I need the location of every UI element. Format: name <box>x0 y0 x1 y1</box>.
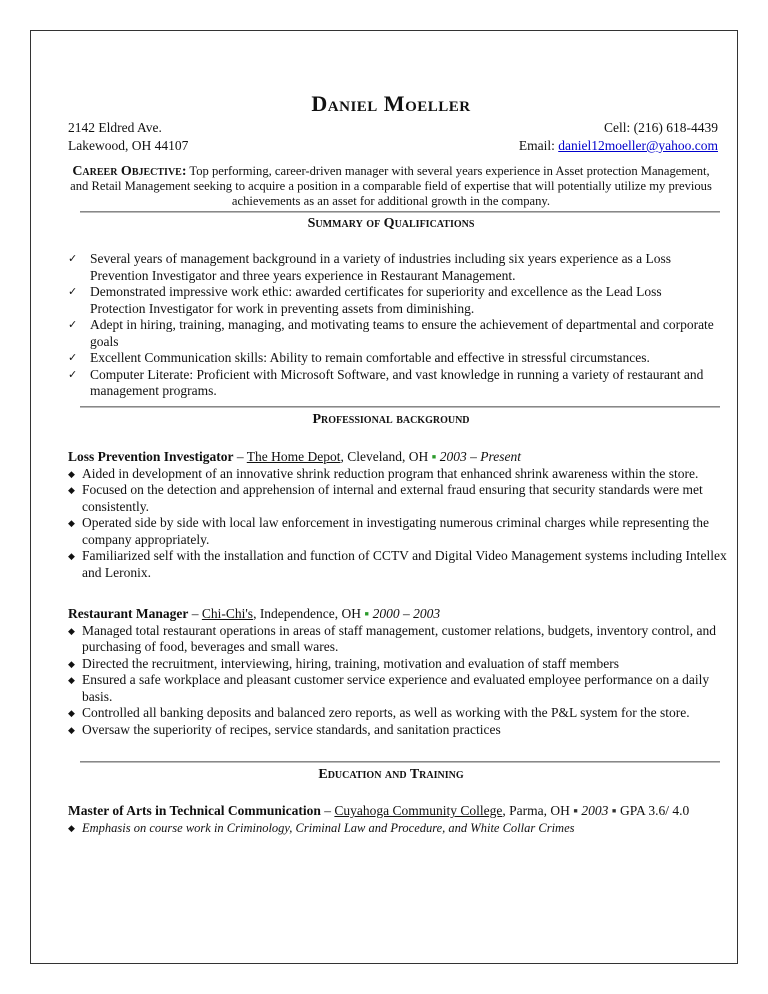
job-title: Restaurant Manager <box>68 606 189 621</box>
cell-label: Cell: <box>604 120 631 135</box>
diamond-bullet-icon: ◆ <box>68 468 75 479</box>
list-item: ◆ Emphasis on course work in Criminology, Criminal Law and Procedure, and White Collar Crimes <box>68 820 575 835</box>
professional-heading: Professional background <box>312 412 470 427</box>
list-item: ✓ Computer Literate: Proficient with Microsoft Software, and vast knowledge in running a variety of restaurant and management programs. <box>68 366 704 398</box>
list-item: ◆ Aided in development of an innovative shrink reduction program that enhanced shrink awareness within the store. <box>68 465 699 481</box>
list-item: ✓ Several years of management background in a variety of industries including six years experience as a Loss Prevention Investigator and three years experience in Restaurant Management. <box>68 251 672 283</box>
resume-page <box>30 30 738 964</box>
list-item: ◆ Managed total restaurant operations in areas of staff management, customer relations, budgets, inventory control, and purchasing of food, beverages and small wares. <box>68 622 717 654</box>
list-item: ◆ Oversaw the superiority of recipes, service standards, and sanitation practices <box>68 721 501 737</box>
checkmark-icon: ✓ <box>68 253 78 265</box>
career-objective <box>68 164 714 209</box>
list-item: ✓ Adept in hiring, training, managing, and motivating teams to ensure the achievement of departmental and corporate goals <box>68 317 714 349</box>
diamond-bullet-icon: ◆ <box>68 658 75 669</box>
email-link[interactable]: daniel12moeller@yahoo.com <box>558 138 718 153</box>
education-heading: Education and Training <box>318 767 464 782</box>
diamond-bullet-icon: ◆ <box>68 822 75 833</box>
summary-heading: Summary of Qualifications <box>307 216 475 231</box>
job-loss-prevention <box>68 449 728 581</box>
employer-name: The Home Depot <box>246 449 341 464</box>
objective-text: Top performing, career-driven manager with several years experience in Asset protection Management, and Retail Management seeking to acquire a position in a comparable field of expertise that will potentially utilize my previous achievements as an asset for additional growth in the company. <box>70 164 712 208</box>
separator: ▪ <box>573 803 579 818</box>
job-duties <box>68 623 728 739</box>
list-item: ◆ Directed the recruitment, interviewing, hiring, training, motivation and evaluation of staff members <box>68 655 619 671</box>
school-name: Cuyahoga Community College <box>334 803 503 818</box>
diamond-bullet-icon: ◆ <box>68 625 75 636</box>
education-entry <box>68 803 728 836</box>
education-details <box>68 820 728 837</box>
job-header: Loss Prevention Investigator – The Home Depot, Cleveland, OH ▪ 2003 – Present <box>68 449 522 464</box>
cell-value: (216) 618-4439 <box>633 120 718 135</box>
job-header: Restaurant Manager – Chi-Chi's, Independence, OH ▪ 2000 – 2003 <box>68 606 441 621</box>
checkmark-icon: ✓ <box>68 368 78 381</box>
education-header: Master of Arts in Technical Communication – Cuyahoga Community College, Parma, OH ▪ 2003 ▪ GPA 3.6/ 4.0 <box>68 803 690 818</box>
list-item: ◆ Ensured a safe workplace and pleasant customer service experience and evaluated employee performance on a daily basis. <box>68 672 710 704</box>
diamond-bullet-icon: ◆ <box>68 675 75 685</box>
job-title: Loss Prevention Investigator <box>68 449 234 464</box>
separator: ▪ <box>431 449 437 464</box>
email <box>519 138 718 154</box>
separator: ▪ <box>364 606 370 621</box>
graduation-year: 2003 <box>581 803 609 818</box>
degree: Master of Arts in Technical Communication <box>68 803 321 818</box>
checkmark-icon: ✓ <box>68 352 78 364</box>
diamond-bullet-icon: ◆ <box>68 551 75 561</box>
diamond-bullet-icon: ◆ <box>68 518 75 528</box>
list-item: ✓ Demonstrated impressive work ethic: awarded certificates for superiority and excellence as the Lead Loss Protection Investigator for work in preventing assets from diminishing. <box>68 284 662 316</box>
checkmark-icon: ✓ <box>68 286 78 298</box>
diamond-bullet-icon: ◆ <box>68 724 75 735</box>
job-dates: 2003 – Present <box>439 449 522 464</box>
address-line-1: 2142 Eldred Ave. <box>68 120 162 135</box>
gpa: GPA 3.6/ 4.0 <box>619 803 690 818</box>
diamond-bullet-icon: ◆ <box>68 708 75 718</box>
list-item: ◆ Operated side by side with local law enforcement in investigating numerous criminal charges while representing the company appropriately. <box>68 515 709 547</box>
address-line-2: Lakewood, OH 44107 <box>68 138 189 153</box>
diamond-bullet-icon: ◆ <box>68 485 75 495</box>
separator: ▪ <box>611 803 617 818</box>
email-label: Email: <box>518 138 555 153</box>
list-item: ◆ Familiarized self with the installation and function of CCTV and Digital Video Management systems including Intellex and Leronix. <box>68 548 727 580</box>
job-duties <box>68 466 728 582</box>
candidate-name: Daniel Moeller <box>311 91 471 116</box>
job-restaurant-manager <box>68 606 728 738</box>
job-location: , Cleveland, OH <box>340 449 429 464</box>
qualifications-list <box>68 251 718 400</box>
list-item: ✓ Excellent Communication skills: Ability to remain comfortable and effective in stressful circumstances. <box>68 350 650 365</box>
section-divider <box>80 406 720 408</box>
section-divider <box>80 211 720 213</box>
objective-label: Career Objective: <box>72 164 187 179</box>
job-location: , Independence, OH <box>253 606 362 621</box>
list-item: ◆ Controlled all banking deposits and balanced zero reports, as well as working with the P&L system for the store. <box>68 705 690 720</box>
section-divider <box>80 761 720 763</box>
school-location: , Parma, OH <box>502 803 570 818</box>
cell-phone <box>604 120 718 136</box>
list-item: ◆ Focused on the detection and apprehension of internal and external fraud ensuring that security standards were met consistently. <box>68 482 703 514</box>
employer-name: Chi-Chi's <box>201 606 254 621</box>
checkmark-icon: ✓ <box>68 319 78 331</box>
job-dates: 2000 – 2003 <box>372 606 441 621</box>
